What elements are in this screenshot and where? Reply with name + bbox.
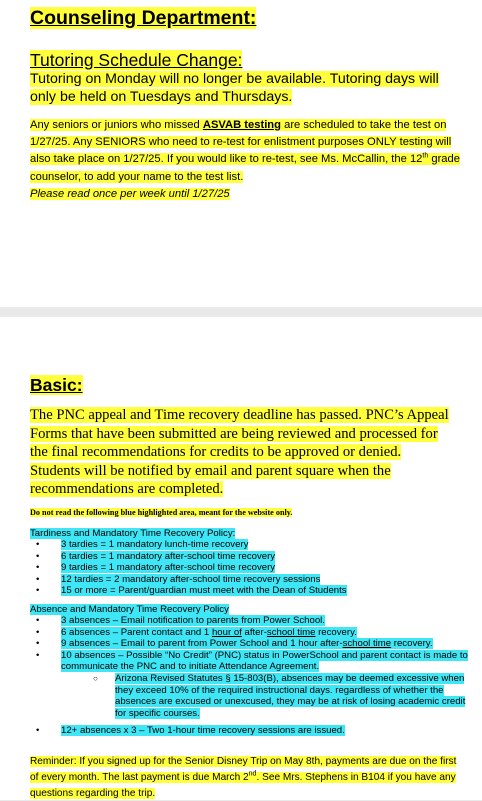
bullet-icon: • bbox=[36, 562, 40, 574]
please-read-note: Please read once per week until 1/27/25 bbox=[30, 187, 230, 200]
basic-heading: Basic: bbox=[30, 375, 83, 395]
list-item: • 12 tardies = 2 mandatory after-school time recovery sessions bbox=[36, 573, 321, 585]
list-item: • 3 absences – Email notification to parents from Power School. bbox=[36, 615, 325, 626]
document-page-2 bbox=[0, 317, 482, 800]
document-page-1 bbox=[0, 0, 482, 307]
pnc-appeal-paragraph: The PNC appeal and Time recovery deadline has passed. PNC’s Appeal Forms that have been submitted are being reviewed and processed for the final recommendations for credits to be approved or denied. Students will be notified by email and parent square when the recommendations are completed. bbox=[30, 407, 449, 497]
list-item: • 3 tardies = 1 mandatory lunch-time recovery bbox=[36, 539, 249, 550]
disney-trip-reminder: Reminder: If you signed up for the Senior Disney Trip on May 8th, payments are due on the first of every month. The last payment is due March 2nd. See Mrs. Stephens in B104 if you have any questions regarding the trip. bbox=[30, 756, 457, 799]
bullet-icon: • bbox=[36, 585, 40, 597]
tardiness-policy-list bbox=[30, 539, 347, 597]
absence-policy-heading: Absence and Mandatory Time Recovery Policy bbox=[30, 604, 229, 615]
tardiness-policy-heading: Tardiness and Mandatory Time Recovery Policy: bbox=[30, 528, 236, 539]
do-not-read-note: Do not read the following blue highlighted area, meant for the website only. bbox=[30, 508, 293, 517]
circle-bullet-icon: ○ bbox=[93, 673, 98, 683]
list-item: • 6 absences – Parent contact and 1 hour of after-school time recovery. bbox=[36, 626, 357, 638]
bullet-icon: • bbox=[36, 573, 40, 585]
bullet-icon: • bbox=[36, 550, 40, 562]
tutoring-schedule-heading: Tutoring Schedule Change: bbox=[30, 50, 243, 70]
bullet-icon: • bbox=[36, 725, 40, 737]
list-item: ○ Arizona Revised Statutes § 15-803(B), absences may be deemed excessive when they exceed 10% of the required instructional days. regardless of whether the absences are excused or unexcused, they may be at risk of losing academic credit for specific courses. bbox=[93, 672, 466, 719]
list-item: • 6 tardies = 1 mandatory after-school time recovery bbox=[36, 550, 276, 562]
bullet-icon: • bbox=[36, 615, 40, 626]
list-item: • 9 tardies = 1 mandatory after-school time recovery bbox=[36, 562, 276, 574]
list-item: • 10 absences – Possible “No Credit” (PNC) status in PowerSchool and parent contact is made to communicate the PNC and to initiate Attendance Agreement. ○ Arizona Revised Statutes § 15-803(B), absences may be deemed excessive when they exceed 10% of the required instructional days. regardless of whether the absences are excused or unexcused, they may be at risk of losing academic credit for specific courses. bbox=[30, 650, 470, 720]
absence-policy-list bbox=[30, 615, 470, 737]
bullet-icon: • bbox=[36, 539, 40, 550]
list-item: • 12+ absences x 3 – Two 1-hour time recovery sessions are issued. bbox=[36, 725, 345, 737]
list-item: • 9 absences – Email to parent from Power School and 1 hour after-school time recovery. bbox=[36, 638, 433, 650]
bullet-icon: • bbox=[36, 626, 40, 638]
counseling-department-heading: Counseling Department: bbox=[30, 7, 257, 29]
statute-sublist bbox=[61, 673, 470, 719]
tutoring-schedule-text: Tutoring on Monday will no longer be available. Tutoring days will only be held on Tuesdays and Thursdays. bbox=[30, 71, 439, 105]
bullet-icon: • bbox=[36, 638, 40, 650]
asvab-testing-link[interactable]: ASVAB testing bbox=[202, 119, 281, 131]
asvab-testing-paragraph: Any seniors or juniors who missed ASVAB testing are scheduled to take the test on 1/27/25. Any SENIORS who need to re-test for enlistment purposes ONLY testing will also take place on 1/27/25. If you would like to re-test, see Ms. McCallin, the 12th grade counselor, to add your name to the test list. Please read once per week until 1/27/25 bbox=[30, 119, 460, 200]
list-item: • 15 or more = Parent/guardian must meet with the Dean of Students bbox=[36, 585, 347, 597]
bullet-icon: • bbox=[36, 649, 40, 661]
